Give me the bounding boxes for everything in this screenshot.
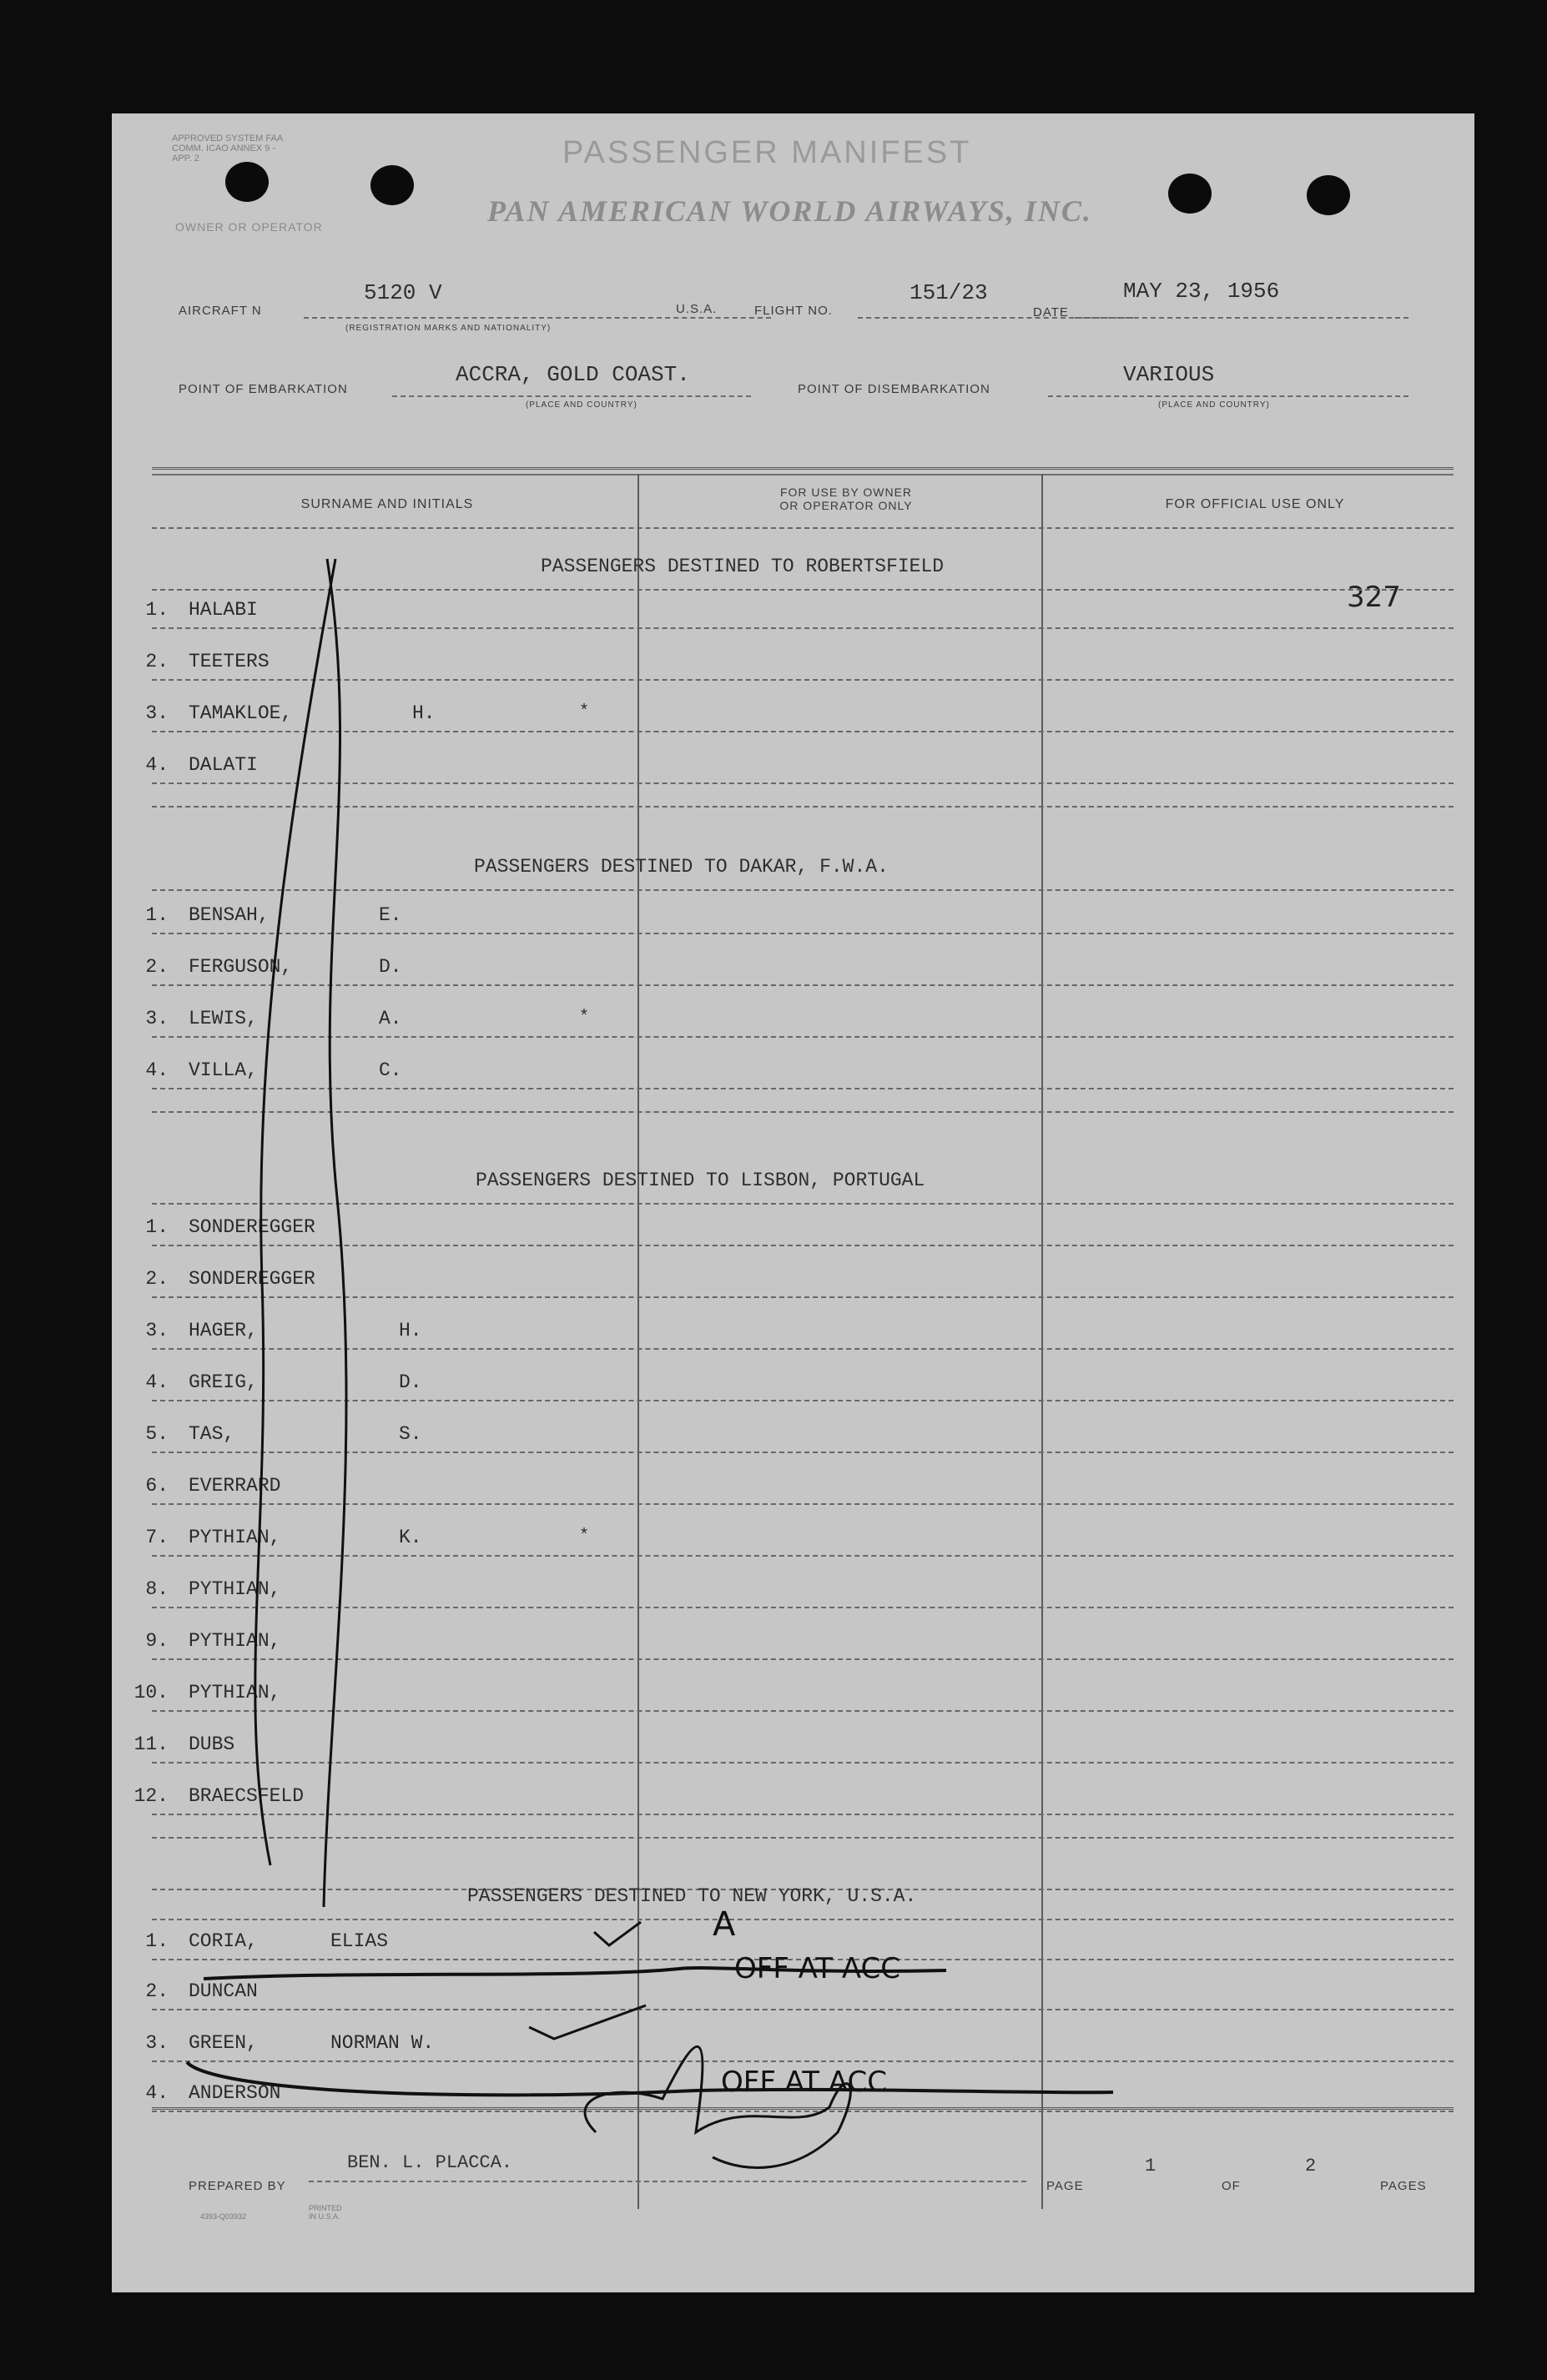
- official-number: 327: [1347, 581, 1401, 614]
- bracket-line-left: [255, 559, 335, 1865]
- handwritten-off-at-2: OFF AT ACC: [721, 2066, 888, 2099]
- passenger-surname: DUBS: [189, 1733, 235, 1755]
- passenger-surname: PYTHIAN,: [189, 1630, 281, 1652]
- passenger-surname: GREEN,: [189, 2032, 258, 2054]
- passenger-number: 2.: [145, 956, 169, 978]
- passenger-number: 9.: [145, 1630, 169, 1652]
- company-name: PAN AMERICAN WORLD AIRWAYS, INC.: [487, 194, 1092, 228]
- page-label: PAGE: [1046, 2179, 1084, 2193]
- passenger-number: 2.: [145, 1980, 169, 2002]
- passenger-surname: HALABI: [189, 599, 258, 621]
- disembarkation-label: POINT OF DISEMBARKATION: [798, 382, 990, 396]
- passenger-number: 3.: [145, 1008, 169, 1029]
- passenger-surname: HAGER,: [189, 1320, 258, 1341]
- registration-sublabel: (REGISTRATION MARKS AND NATIONALITY): [345, 324, 552, 333]
- passenger-number: 11.: [134, 1733, 169, 1755]
- passenger-number: 5.: [145, 1423, 169, 1445]
- passenger-initial: K.: [399, 1527, 422, 1548]
- passenger-star-mark: *: [579, 702, 590, 722]
- section-heading: PASSENGERS DESTINED TO DAKAR, F.W.A.: [474, 856, 889, 878]
- embarkation-value: ACCRA, GOLD COAST.: [456, 362, 690, 387]
- passenger-initial: ELIAS: [330, 1930, 389, 1952]
- column-header-surname: SURNAME AND INITIALS: [300, 497, 474, 511]
- handwritten-a: A: [713, 1905, 736, 1944]
- prepared-by-value: BEN. L. PLACCA.: [347, 2152, 513, 2173]
- passenger-surname: CORIA,: [189, 1930, 258, 1952]
- form-number: 4393-Q03932: [200, 2212, 247, 2221]
- passenger-surname: LEWIS,: [189, 1008, 258, 1029]
- passenger-star-mark: *: [579, 1527, 590, 1546]
- passenger-surname: VILLA,: [189, 1059, 258, 1081]
- passenger-number: 2.: [145, 651, 169, 672]
- passenger-initial: H.: [412, 702, 436, 724]
- passenger-number: 4.: [145, 2082, 169, 2104]
- passenger-number: 12.: [134, 1785, 169, 1807]
- section-heading: PASSENGERS DESTINED TO LISBON, PORTUGAL: [476, 1170, 925, 1191]
- passenger-number: 6.: [145, 1475, 169, 1497]
- section-heading: PASSENGERS DESTINED TO ROBERTSFIELD: [541, 556, 945, 577]
- handwritten-off-at-1: OFF AT ACC: [734, 1952, 901, 1985]
- column-header-owner-use-1: FOR USE BY OWNER: [779, 486, 913, 499]
- passenger-number: 3.: [145, 702, 169, 724]
- column-header-official: FOR OFFICIAL USE ONLY: [1165, 497, 1345, 511]
- passenger-surname: PYTHIAN,: [189, 1682, 281, 1703]
- aircraft-label: AIRCRAFT N: [179, 304, 262, 318]
- flight-label: FLIGHT NO.: [754, 304, 833, 318]
- passenger-surname: DUNCAN: [189, 1980, 258, 2002]
- of-label: OF: [1222, 2179, 1241, 2193]
- printer-mark: PRINTED IN U.S.A.: [309, 2204, 342, 2221]
- passenger-number: 1.: [145, 599, 169, 621]
- passenger-surname: SONDEREGGER: [189, 1216, 315, 1238]
- passenger-number: 3.: [145, 1320, 169, 1341]
- passenger-star-mark: *: [579, 1008, 590, 1027]
- passenger-initial: S.: [399, 1423, 422, 1445]
- passenger-surname: TAS,: [189, 1423, 235, 1445]
- section-heading: PASSENGERS DESTINED TO NEW YORK, U.S.A.: [467, 1885, 917, 1907]
- passenger-number: 1.: [145, 904, 169, 926]
- embarkation-label: POINT OF EMBARKATION: [179, 382, 348, 396]
- passenger-initial: NORMAN W.: [330, 2032, 435, 2054]
- passenger-surname: ANDERSON: [189, 2082, 281, 2104]
- passenger-number: 3.: [145, 2032, 169, 2054]
- passenger-surname: DALATI: [189, 754, 258, 776]
- approval-note: APPROVED SYSTEM FAA COMM. ICAO ANNEX 9 - APP. 2: [172, 133, 283, 164]
- pages-value: 2: [1305, 2156, 1317, 2176]
- passenger-initial: C.: [379, 1059, 402, 1081]
- date-label: DATE: [1033, 305, 1069, 320]
- passenger-surname: TEETERS: [189, 651, 270, 672]
- passenger-number: 10.: [134, 1682, 169, 1703]
- passenger-initial: H.: [399, 1320, 422, 1341]
- passenger-initial: D.: [399, 1371, 422, 1393]
- flight-value: 151/23: [910, 280, 988, 305]
- page-title: PASSENGER MANIFEST: [562, 135, 972, 170]
- passenger-number: 1.: [145, 1216, 169, 1238]
- passenger-surname: TAMAKLOE,: [189, 702, 293, 724]
- passenger-surname: BRAECSFELD: [189, 1785, 305, 1807]
- passenger-initial: D.: [379, 956, 402, 978]
- bracket-line-right: [324, 559, 346, 1907]
- checkmark-green: [529, 2005, 646, 2039]
- aircraft-value: 5120 V: [364, 280, 442, 305]
- checkmark-coria: [594, 1922, 641, 1945]
- passenger-number: 4.: [145, 1371, 169, 1393]
- passenger-number: 4.: [145, 1059, 169, 1081]
- strike-line-anderson: [187, 2062, 1113, 2095]
- passenger-number: 4.: [145, 754, 169, 776]
- manifest-sheet: [112, 113, 1474, 2292]
- passenger-number: 8.: [145, 1578, 169, 1600]
- embarkation-sublabel: (PLACE AND COUNTRY): [526, 400, 637, 410]
- prepared-by-label: PREPARED BY: [189, 2179, 286, 2193]
- owner-label: OWNER OR OPERATOR: [175, 220, 323, 234]
- pages-label: PAGES: [1380, 2179, 1427, 2193]
- date-value: MAY 23, 1956: [1123, 279, 1280, 304]
- passenger-number: 2.: [145, 1268, 169, 1290]
- disembarkation-sublabel: (PLACE AND COUNTRY): [1158, 400, 1270, 410]
- disembarkation-value: VARIOUS: [1123, 362, 1215, 387]
- usa-label: U.S.A.: [676, 302, 718, 316]
- page-value: 1: [1145, 2156, 1156, 2176]
- passenger-number: 7.: [145, 1527, 169, 1548]
- passenger-surname: PYTHIAN,: [189, 1527, 281, 1548]
- passenger-surname: GREIG,: [189, 1371, 258, 1393]
- passenger-initial: A.: [379, 1008, 402, 1029]
- passenger-initial: E.: [379, 904, 402, 926]
- passenger-surname: EVERRARD: [189, 1475, 281, 1497]
- passenger-number: 1.: [145, 1930, 169, 1952]
- prepared-underline: [309, 2181, 1026, 2182]
- passenger-surname: BENSAH,: [189, 904, 270, 926]
- column-header-owner-use-2: OR OPERATOR ONLY: [779, 499, 913, 512]
- passenger-surname: SONDEREGGER: [189, 1268, 315, 1290]
- passenger-surname: PYTHIAN,: [189, 1578, 281, 1600]
- passenger-surname: FERGUSON,: [189, 956, 293, 978]
